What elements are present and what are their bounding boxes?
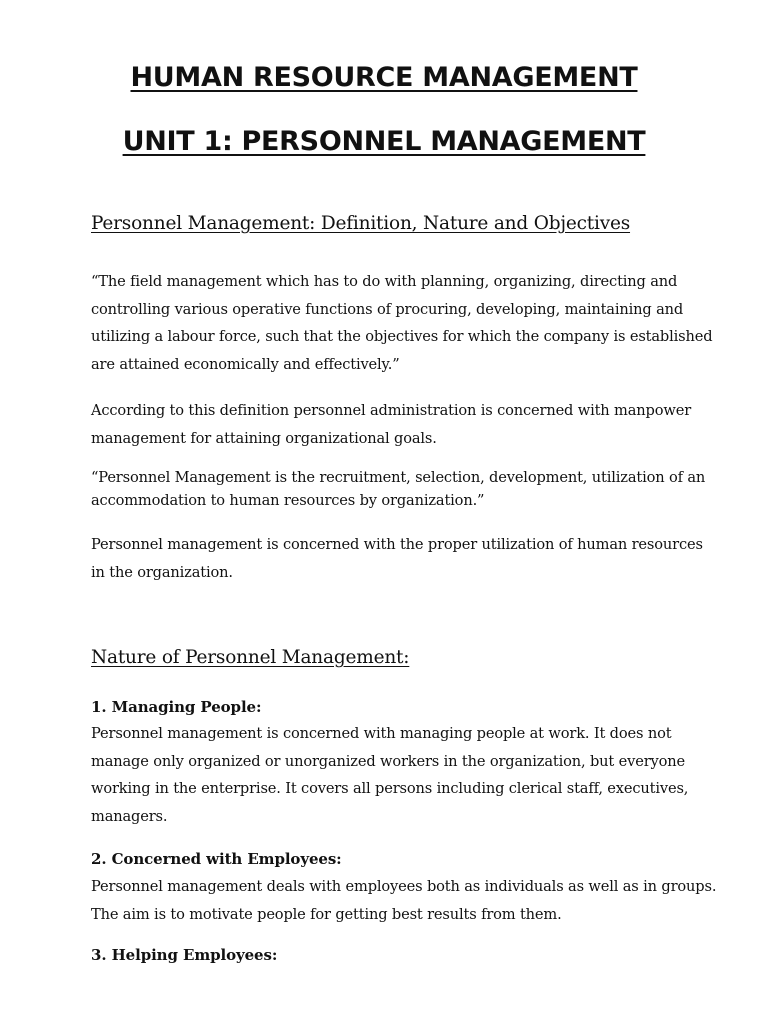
second-definition-quote-paragraph: [91, 466, 731, 512]
document-title: HUMAN RESOURCE MANAGEMENT: [130, 62, 638, 93]
text-line: accommodation to human resources by organization.”: [91, 492, 485, 509]
subheading-helping-employees: 3. Helping Employees:: [91, 946, 278, 964]
definition-explanation-paragraph: [91, 397, 731, 452]
subheading-managing-people: 1. Managing People:: [91, 698, 262, 716]
text-line: The aim is to motivate people for getting best results from them.: [91, 905, 562, 923]
text-line: Personnel management is concerned with the proper utilization of human resources: [91, 536, 703, 553]
text-line: managers.: [91, 807, 168, 825]
text-line: utilizing a labour force, such that the objectives for which the company is established: [91, 328, 713, 346]
text-line: Personnel management deals with employees both as individuals as well as in groups.: [91, 878, 717, 895]
text-line: “Personnel Management is the recruitment, selection, development, utilization of an: [91, 469, 706, 486]
text-line: working in the enterprise. It covers all persons including clerical staff, executives,: [91, 780, 689, 798]
unit-title: UNIT 1: PERSONNEL MANAGEMENT: [122, 126, 646, 157]
text-line: According to this definition personnel administration is concerned with manpower: [91, 402, 692, 419]
text-line: “The field management which has to do with planning, organizing, directing and: [91, 273, 678, 290]
subheading-concerned-with-employees: 2. Concerned with Employees:: [91, 850, 342, 868]
concerned-with-employees-paragraph: [91, 873, 731, 928]
definition-quote-paragraph: [91, 268, 731, 378]
text-line: in the organization.: [91, 563, 233, 581]
text-line: management for attaining organizational goals.: [91, 429, 437, 447]
section-heading-nature: Nature of Personnel Management:: [91, 647, 410, 668]
text-line: Personnel management is concerned with managing people at work. It does not: [91, 725, 672, 742]
text-line: manage only organized or unorganized workers in the organization, but everyone: [91, 752, 685, 770]
managing-people-paragraph: [91, 720, 731, 830]
section-heading-definition: Personnel Management: Definition, Nature and Objectives: [91, 213, 631, 234]
text-line: controlling various operative functions of procuring, developing, maintaining and: [91, 300, 684, 318]
text-line: are attained economically and effectively.”: [91, 355, 400, 373]
utilization-paragraph: [91, 531, 731, 586]
